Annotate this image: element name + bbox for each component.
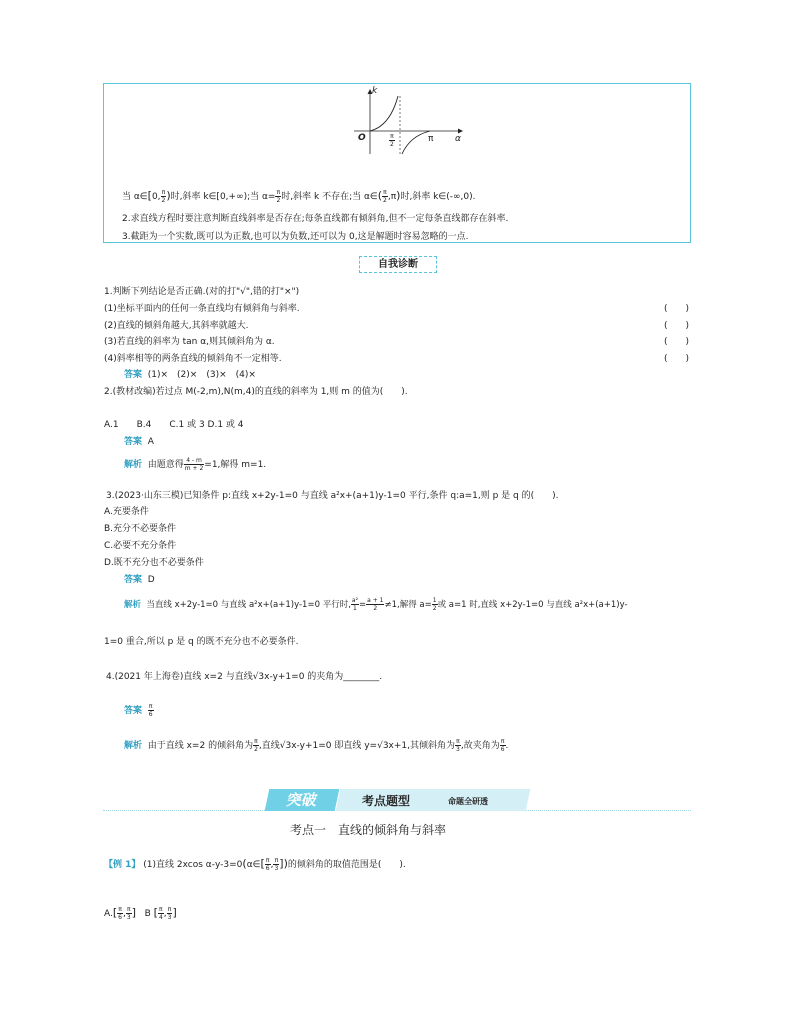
- box-line-3: 3.截距为一个实数,既可以为正数,也可以为负数,还可以为 0,这是解题时容易忽略的一点.: [122, 232, 469, 242]
- q2-stem: 2.(教材改编)若过点 M(-2,m),N(m,4)的直线的斜率为 1,则 m 的值为( ).: [104, 387, 408, 397]
- q1-item-4: (4)斜率相等的两条直线的倾斜角不一定相等.: [104, 354, 282, 364]
- q2-options: A.1 B.4 C.1 或 3 D.1 或 4: [104, 420, 244, 430]
- q4-answer: 答案 $\frac{\pi}{6}$: [124, 703, 153, 718]
- graph-o-label: O: [358, 133, 366, 143]
- q3-option-d: D.既不充分也不必要条件: [104, 558, 204, 568]
- q1-paren-3: ( ): [664, 337, 690, 347]
- q1-stem: 1.判断下列结论是否正确.(对的打"√",错的打"×"): [104, 287, 300, 297]
- q3-stem: 3.(2023·山东三模)已知条件 p:直线 x+2y-1=0 与直线 a²x+(a+1)y-1=0 平行,条件 q:a=1,则 p 是 q 的( ).: [106, 491, 559, 501]
- answer-label: 答案: [124, 370, 143, 380]
- q1-item-1: (1)坐标平面内的任何一条直线均有倾斜角与斜率.: [104, 304, 300, 314]
- graph-alpha-label: α: [455, 134, 461, 144]
- q4-stem: 4.(2021 年上海卷)直线 x=2 与直线√3x-y+1=0 的夹角为________.: [106, 672, 383, 682]
- q1-paren-2: ( ): [664, 321, 690, 331]
- graph-pi-label: π: [428, 134, 434, 144]
- q2-answer: 答案 A: [124, 437, 154, 447]
- q1-paren-4: ( ): [664, 354, 690, 364]
- q2-analysis: 解析 由题意得 $\frac{4 - m}{m + 2}$ =1,解得 m=1.: [124, 457, 267, 472]
- q4-analysis: 解析 由于直线 x=2 的倾斜角为 $\frac{\pi}{2}$ ,直线√3x-y+1=0 即直线 y=√3x+1,其倾斜角为 $\frac{\pi}{3}$ ,故夹角为 $\frac{\pi}{6}$ .: [124, 738, 509, 753]
- example-options: A.[ $\frac{\pi}{6}$ , $\frac{\pi}{3}$ ] B [ $\frac{\pi}{4}$ , $\frac{\pi}{3}$ ]: [104, 906, 177, 921]
- q1-paren-1: ( ): [664, 304, 690, 314]
- q3-analysis: 解析 当直线 x+2y-1=0 与直线 a²x+(a+1)y-1=0 平行时, $\frac{\text{a²}}{1}$ = $\frac{a + 1}{2}$ ≠1,解得 a= $\frac{1}{2}$ 或 a=1 时,直线 x+2y-1=0 与直线 a²x+(a+1)y-: [124, 597, 628, 612]
- curve-left: [370, 96, 398, 131]
- x-arrow: [458, 129, 463, 134]
- q3-option-a: A.充要条件: [104, 507, 149, 517]
- q3-analysis-cont: 1=0 重合,所以 p 是 q 的既不充分也不必要条件.: [104, 637, 299, 647]
- q3-answer: 答案 D: [124, 575, 155, 585]
- answer-label: 答案: [124, 706, 143, 716]
- graph-k-label: k: [372, 86, 378, 96]
- box-line-1: 当 α∈[0, $\frac{\pi}{2}$ )时,斜率 k∈[0,+∞);当 α= $\frac{\pi}{2}$ 时,斜率 k 不存在;当 α∈( $\frac{\pi}{2}$ ,π)时,斜率 k∈(-∞,0).: [122, 189, 476, 204]
- q1-answer: 答案 (1)× (2)× (3)× (4)×: [124, 370, 256, 380]
- example-tag: 【例 1】: [104, 860, 141, 870]
- box-line-2: 2.求直线方程时要注意判断直线斜率是否存在;每条直线都有倾斜角,但不一定每条直线都存在斜率.: [122, 214, 509, 224]
- answer-label: 答案: [124, 575, 143, 585]
- q3-option-b: B.充分不必要条件: [104, 524, 177, 534]
- banner-subtitle: 命题全研透: [448, 797, 488, 806]
- banner-tag: 突破: [265, 789, 340, 811]
- curve-right: [402, 131, 430, 154]
- graph-half-pi: $\frac{\pi}{2}$: [390, 133, 394, 148]
- analysis-label: 解析: [124, 600, 142, 610]
- analysis-label: 解析: [124, 460, 143, 470]
- q1-item-2: (2)直线的倾斜角越大,其斜率就越大.: [104, 321, 249, 331]
- q3-option-c: C.必要不充分条件: [104, 541, 177, 551]
- answer-label: 答案: [124, 437, 143, 447]
- kaodian-title: 考点一 直线的倾斜角与斜率: [290, 823, 447, 837]
- self-diagnosis-title: 自我诊断: [359, 256, 437, 273]
- slope-graph: [350, 86, 470, 156]
- example-1: 【例 1】 (1)直线 2xcos α-y-3=0(α∈[ $\frac{\pi}{6}$ , $\frac{\pi}{3}$ ])的倾斜角的取值范围是( ).: [104, 857, 406, 872]
- q1-item-3: (3)若直线的斜率为 tan α,则其倾斜角为 α.: [104, 337, 275, 347]
- analysis-label: 解析: [124, 741, 143, 751]
- banner-title: 考点题型: [362, 794, 411, 808]
